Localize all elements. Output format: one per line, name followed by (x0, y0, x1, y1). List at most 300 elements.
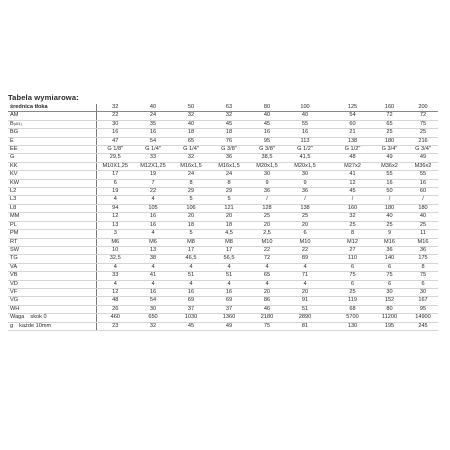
row-label (8, 314, 96, 322)
column-gap (324, 162, 334, 170)
table-cell: M8 (210, 238, 248, 246)
table-cell: 25 (371, 221, 408, 229)
table-cell: 9 (371, 230, 408, 238)
row-label (8, 280, 96, 288)
table-cell: 40 (408, 213, 438, 221)
table-cell: 38 (134, 255, 172, 263)
table-cell: G 3/8" (248, 146, 286, 154)
table-cell: 200 (408, 104, 438, 112)
table-cell: 95 (248, 137, 286, 145)
table-cell: 22 (134, 188, 172, 196)
table-cell: 16 (286, 129, 324, 137)
table-cell: 4 (134, 263, 172, 271)
table-cell: 30 (248, 171, 286, 179)
table-cell: G 1/4" (134, 146, 172, 154)
table-cell: 4 (96, 263, 134, 271)
table-cell: 68 (334, 305, 371, 313)
column-gap (324, 263, 334, 271)
table-cell: 20 (248, 288, 286, 296)
table-cell: 54 (134, 297, 172, 305)
table-cell: 4 (172, 280, 210, 288)
table-cell: 45 (334, 188, 371, 196)
table-cell: 152 (371, 297, 408, 305)
table-cell: G 3/4" (371, 146, 408, 154)
table-cell: 60 (408, 188, 438, 196)
table-cell: 76 (210, 137, 248, 145)
table-cell: 49 (371, 154, 408, 162)
table-cell: M12X1,25 (134, 162, 172, 170)
table-cell: 18 (210, 129, 248, 137)
table-cell: 24 (134, 112, 172, 120)
table-cell: 51 (210, 272, 248, 280)
row-label (8, 120, 96, 128)
row-label (8, 246, 96, 254)
table-cell: 4 (134, 280, 172, 288)
table-cell: 24 (172, 171, 210, 179)
table-cell: 5 (172, 196, 210, 204)
row-label (8, 146, 96, 154)
column-gap (324, 120, 334, 128)
row-label (8, 196, 96, 204)
table-cell: 71 (286, 272, 324, 280)
table-cell: 18 (210, 221, 248, 229)
table-cell: 65 (371, 120, 408, 128)
table-cell: 19 (96, 188, 134, 196)
table-cell: 8 (408, 263, 438, 271)
table-title: Tabela wymiarowa: (8, 93, 79, 102)
row-label-text: TG (10, 255, 18, 262)
row-label (8, 104, 96, 112)
row-label-text: PL (10, 221, 17, 228)
table-cell: 81 (286, 322, 324, 330)
table-cell: 72 (371, 112, 408, 120)
table-cell: 63 (210, 104, 248, 112)
table-cell: 36 (210, 154, 248, 162)
table-cell: 14900 (408, 314, 438, 322)
column-gap (324, 171, 334, 179)
table-cell: 2,5 (248, 230, 286, 238)
table-row (8, 171, 438, 179)
table-cell: M16x1,5 (210, 162, 248, 170)
table-cell: 26 (96, 305, 134, 313)
table-cell: 38,5 (248, 154, 286, 162)
row-label (8, 272, 96, 280)
table-cell: 40 (134, 104, 172, 112)
row-label (8, 137, 96, 145)
column-gap (324, 104, 334, 112)
table-cell: 18 (172, 221, 210, 229)
table-cell: 6 (286, 230, 324, 238)
row-sublabel: każde 10mm (19, 322, 52, 329)
table-body (8, 104, 438, 330)
table-cell: 40 (248, 112, 286, 120)
column-gap (324, 196, 334, 204)
table-cell: 22 (248, 246, 286, 254)
table-cell: 30 (286, 171, 324, 179)
table-row (8, 162, 438, 170)
row-label (8, 204, 96, 212)
table-cell: 6 (334, 263, 371, 271)
table-cell: 86 (248, 297, 286, 305)
column-gap (324, 288, 334, 296)
table-cell: 245 (408, 322, 438, 330)
table-row (8, 137, 438, 145)
row-label (8, 154, 96, 162)
row-label (8, 230, 96, 238)
column-gap (324, 154, 334, 162)
table-cell: 8 (210, 179, 248, 187)
table-cell: 36 (408, 246, 438, 254)
table-cell: 25 (334, 288, 371, 296)
table-cell: 1360 (210, 314, 248, 322)
row-label-text: BG (10, 129, 19, 136)
table-cell: 37 (172, 305, 210, 313)
table-cell: 21 (334, 129, 371, 137)
table-cell: 22 (96, 112, 134, 120)
table-cell: 180 (408, 204, 438, 212)
table-cell: 16 (408, 179, 438, 187)
row-label-text: Waga (10, 314, 25, 321)
table-row (8, 322, 438, 330)
table-row (8, 129, 438, 137)
table-cell: 51 (172, 272, 210, 280)
table-cell: 65 (172, 137, 210, 145)
table-cell: 65 (248, 272, 286, 280)
table-cell: G 1/4" (172, 146, 210, 154)
table-cell: 160 (334, 204, 371, 212)
row-label (8, 322, 96, 330)
table-cell: 138 (334, 137, 371, 145)
table-cell: 17 (210, 246, 248, 254)
table-cell: 140 (371, 255, 408, 263)
table-cell: 45 (172, 322, 210, 330)
row-label (8, 188, 96, 196)
column-gap (324, 179, 334, 187)
table-row (8, 288, 438, 296)
table-cell: 29 (210, 188, 248, 196)
table-row (8, 305, 438, 313)
table-cell: 54 (334, 112, 371, 120)
row-label (8, 162, 96, 170)
table-cell: 4 (286, 280, 324, 288)
table-cell: 41,5 (286, 154, 324, 162)
table-cell: 91 (286, 297, 324, 305)
table-cell: 460 (96, 314, 134, 322)
table-cell: / (286, 196, 324, 204)
row-label (8, 112, 96, 120)
table-row (8, 146, 438, 154)
table-cell: 180 (371, 137, 408, 145)
table-cell: 16 (134, 221, 172, 229)
row-label-text: G (10, 154, 15, 161)
table-cell: 11200 (371, 314, 408, 322)
row-label-text: AM (10, 112, 19, 119)
row-label-text: PM (10, 230, 19, 237)
table-cell: 5 (172, 230, 210, 238)
row-label (8, 129, 96, 137)
table-cell: 4 (96, 280, 134, 288)
table-row (8, 280, 438, 288)
table-cell: 6 (96, 179, 134, 187)
table-cell: 20 (172, 213, 210, 221)
table-cell: 2890 (286, 314, 324, 322)
column-gap (324, 246, 334, 254)
table-cell: 29,5 (96, 154, 134, 162)
table-cell: 55 (371, 171, 408, 179)
table-row (8, 314, 438, 322)
row-label (8, 305, 96, 313)
table-cell: 105 (134, 204, 172, 212)
table-cell: 48 (334, 154, 371, 162)
table-cell: G 3/4" (408, 146, 438, 154)
table-cell: 29 (172, 188, 210, 196)
table-row (8, 221, 438, 229)
column-gap (324, 129, 334, 137)
table-cell: 27 (334, 246, 371, 254)
table-cell: 45 (210, 120, 248, 128)
table-cell: 12 (96, 288, 134, 296)
table-cell: 4,5 (210, 230, 248, 238)
table-cell: 75 (371, 272, 408, 280)
table-cell: 6 (371, 280, 408, 288)
table-cell: 17 (172, 246, 210, 254)
table-row (8, 255, 438, 263)
table-cell: 5700 (334, 314, 371, 322)
table-cell: 22 (286, 246, 324, 254)
row-label-text: RT (10, 238, 18, 245)
table-cell: 16 (134, 288, 172, 296)
table-cell: 56,5 (210, 255, 248, 263)
table-cell: 32 (210, 112, 248, 120)
table-cell: 20 (210, 213, 248, 221)
table-cell: 36 (371, 246, 408, 254)
table-cell: 32 (172, 112, 210, 120)
table-cell: 80 (371, 305, 408, 313)
table-cell: 10 (96, 246, 134, 254)
table-cell: 25 (371, 129, 408, 137)
table-cell: 5 (210, 196, 248, 204)
table-cell: 55 (286, 120, 324, 128)
table-cell: M6 (96, 238, 134, 246)
table-cell: 650 (134, 314, 172, 322)
table-cell: 180 (371, 204, 408, 212)
table-cell: 7 (134, 179, 172, 187)
table-cell: 9 (286, 179, 324, 187)
table-cell: M8 (172, 238, 210, 246)
table-cell: / (248, 196, 286, 204)
table-cell: 4 (172, 263, 210, 271)
table-cell: 32 (96, 104, 134, 112)
table-cell: / (371, 196, 408, 204)
row-label-text: VD (10, 280, 18, 287)
table-cell: 36 (286, 188, 324, 196)
table-row (8, 238, 438, 246)
row-label-text: VA (10, 263, 18, 270)
table-cell: 32 (172, 154, 210, 162)
table-cell: / (334, 196, 371, 204)
row-label-text: E (10, 137, 14, 144)
table-cell: M10 (248, 238, 286, 246)
row-label (8, 213, 96, 221)
table-cell: 33 (96, 272, 134, 280)
table-cell: 80 (248, 104, 286, 112)
row-label-text: WH (10, 305, 20, 312)
row-label-text: VF (10, 288, 18, 295)
row-label (8, 171, 96, 179)
table-cell: 16 (134, 129, 172, 137)
table-cell: 50 (172, 104, 210, 112)
row-label (8, 263, 96, 271)
table-cell: 41 (134, 272, 172, 280)
column-gap (324, 280, 334, 288)
table-cell: 119 (334, 297, 371, 305)
table-cell: 11 (408, 230, 438, 238)
column-gap (324, 221, 334, 229)
table-cell: 175 (408, 255, 438, 263)
table-cell: 12 (334, 179, 371, 187)
table-cell: 4 (210, 263, 248, 271)
row-label-text: VG (10, 297, 19, 304)
row-label-text: KW (10, 179, 20, 186)
table-cell: 36 (248, 188, 286, 196)
table-row (8, 272, 438, 280)
table-row (8, 196, 438, 204)
table-cell: 49 (210, 322, 248, 330)
column-gap (324, 204, 334, 212)
table-cell: 89 (286, 255, 324, 263)
table-cell: 4 (96, 196, 134, 204)
table-cell: 69 (210, 297, 248, 305)
table-cell: 75 (408, 120, 438, 128)
row-label-text: VB (10, 272, 18, 279)
table-cell: 16 (96, 129, 134, 137)
row-label-text: SW (10, 246, 20, 253)
table-cell: 30 (96, 120, 134, 128)
table-cell: 25 (286, 213, 324, 221)
table-cell: 19 (134, 171, 172, 179)
table-cell: 40 (286, 112, 324, 120)
table-cell: 20 (248, 221, 286, 229)
row-label (8, 179, 96, 187)
table-cell: / (408, 196, 438, 204)
table-cell: M36x2 (408, 162, 438, 170)
table-row (8, 246, 438, 254)
table-cell: 216 (408, 137, 438, 145)
table-cell: 1030 (172, 314, 210, 322)
table-cell: G 3/8" (210, 146, 248, 154)
table-cell: 30 (134, 305, 172, 313)
table-cell: 33 (134, 154, 172, 162)
table-cell: 40 (371, 213, 408, 221)
table-cell: 8 (334, 230, 371, 238)
table-cell: 138 (286, 204, 324, 212)
column-gap (324, 112, 334, 120)
table-cell: 110 (334, 255, 371, 263)
row-label-text: KK (10, 162, 18, 169)
table-cell: M12 (334, 238, 371, 246)
table-cell: 46 (248, 305, 286, 313)
table-cell: 69 (172, 297, 210, 305)
table-row (8, 297, 438, 305)
table-cell: 195 (371, 322, 408, 330)
table-cell: 46,5 (172, 255, 210, 263)
table-cell: 4 (248, 280, 286, 288)
table-cell: M16x1,5 (172, 162, 210, 170)
row-label-text: L8 (10, 204, 17, 211)
row-label (8, 297, 96, 305)
table-cell: 95 (408, 305, 438, 313)
table-cell: 45 (248, 120, 286, 128)
column-gap (324, 297, 334, 305)
table-cell: 16 (248, 129, 286, 137)
row-label-text: B (10, 120, 14, 127)
table-cell: 167 (408, 297, 438, 305)
table-cell: 4 (286, 263, 324, 271)
table-cell: 35 (134, 120, 172, 128)
row-label-sub: (d11) (13, 121, 22, 126)
row-label-text: KV (10, 171, 18, 178)
table-cell: 32 (334, 213, 371, 221)
table-cell: 37 (210, 305, 248, 313)
table-cell: 50 (371, 188, 408, 196)
column-gap (324, 230, 334, 238)
table-cell: 54 (134, 137, 172, 145)
table-row (8, 188, 438, 196)
table-cell: 23 (96, 322, 134, 330)
table-cell: M16 (371, 238, 408, 246)
row-sublabel: skok 0 (30, 314, 47, 321)
table-cell: 94 (96, 204, 134, 212)
table-cell: 128 (248, 204, 286, 212)
table-cell: 55 (408, 171, 438, 179)
table-cell: 6 (408, 280, 438, 288)
dimension-table (8, 104, 438, 331)
table-row (8, 230, 438, 238)
table-cell: 160 (371, 104, 408, 112)
table-cell: 113 (286, 137, 324, 145)
column-gap (324, 213, 334, 221)
table-cell: 25 (248, 213, 286, 221)
table-cell: 40 (172, 120, 210, 128)
table-cell: 13 (134, 246, 172, 254)
table-cell: G 1/2" (286, 146, 324, 154)
table-cell: 18 (172, 129, 210, 137)
table-cell: 4 (134, 230, 172, 238)
column-gap (324, 305, 334, 313)
table-cell: 4 (134, 196, 172, 204)
table-cell: 100 (286, 104, 324, 112)
row-label-text: MM (10, 213, 20, 220)
table-cell: 49 (408, 154, 438, 162)
column-gap (324, 238, 334, 246)
column-gap (324, 146, 334, 154)
column-gap (324, 137, 334, 145)
column-gap (324, 272, 334, 280)
table-cell: 4 (210, 280, 248, 288)
table-cell: 2180 (248, 314, 286, 322)
table-cell: 47 (96, 137, 134, 145)
row-label (8, 238, 96, 246)
table-cell: 51 (286, 305, 324, 313)
table-row (8, 213, 438, 221)
table-cell: 20 (286, 288, 324, 296)
row-label-text: g (10, 322, 14, 329)
row-label-text: EE (10, 146, 18, 153)
table-cell: 32,5 (96, 255, 134, 263)
column-gap (324, 255, 334, 263)
table-cell: 60 (334, 120, 371, 128)
column-gap (324, 188, 334, 196)
